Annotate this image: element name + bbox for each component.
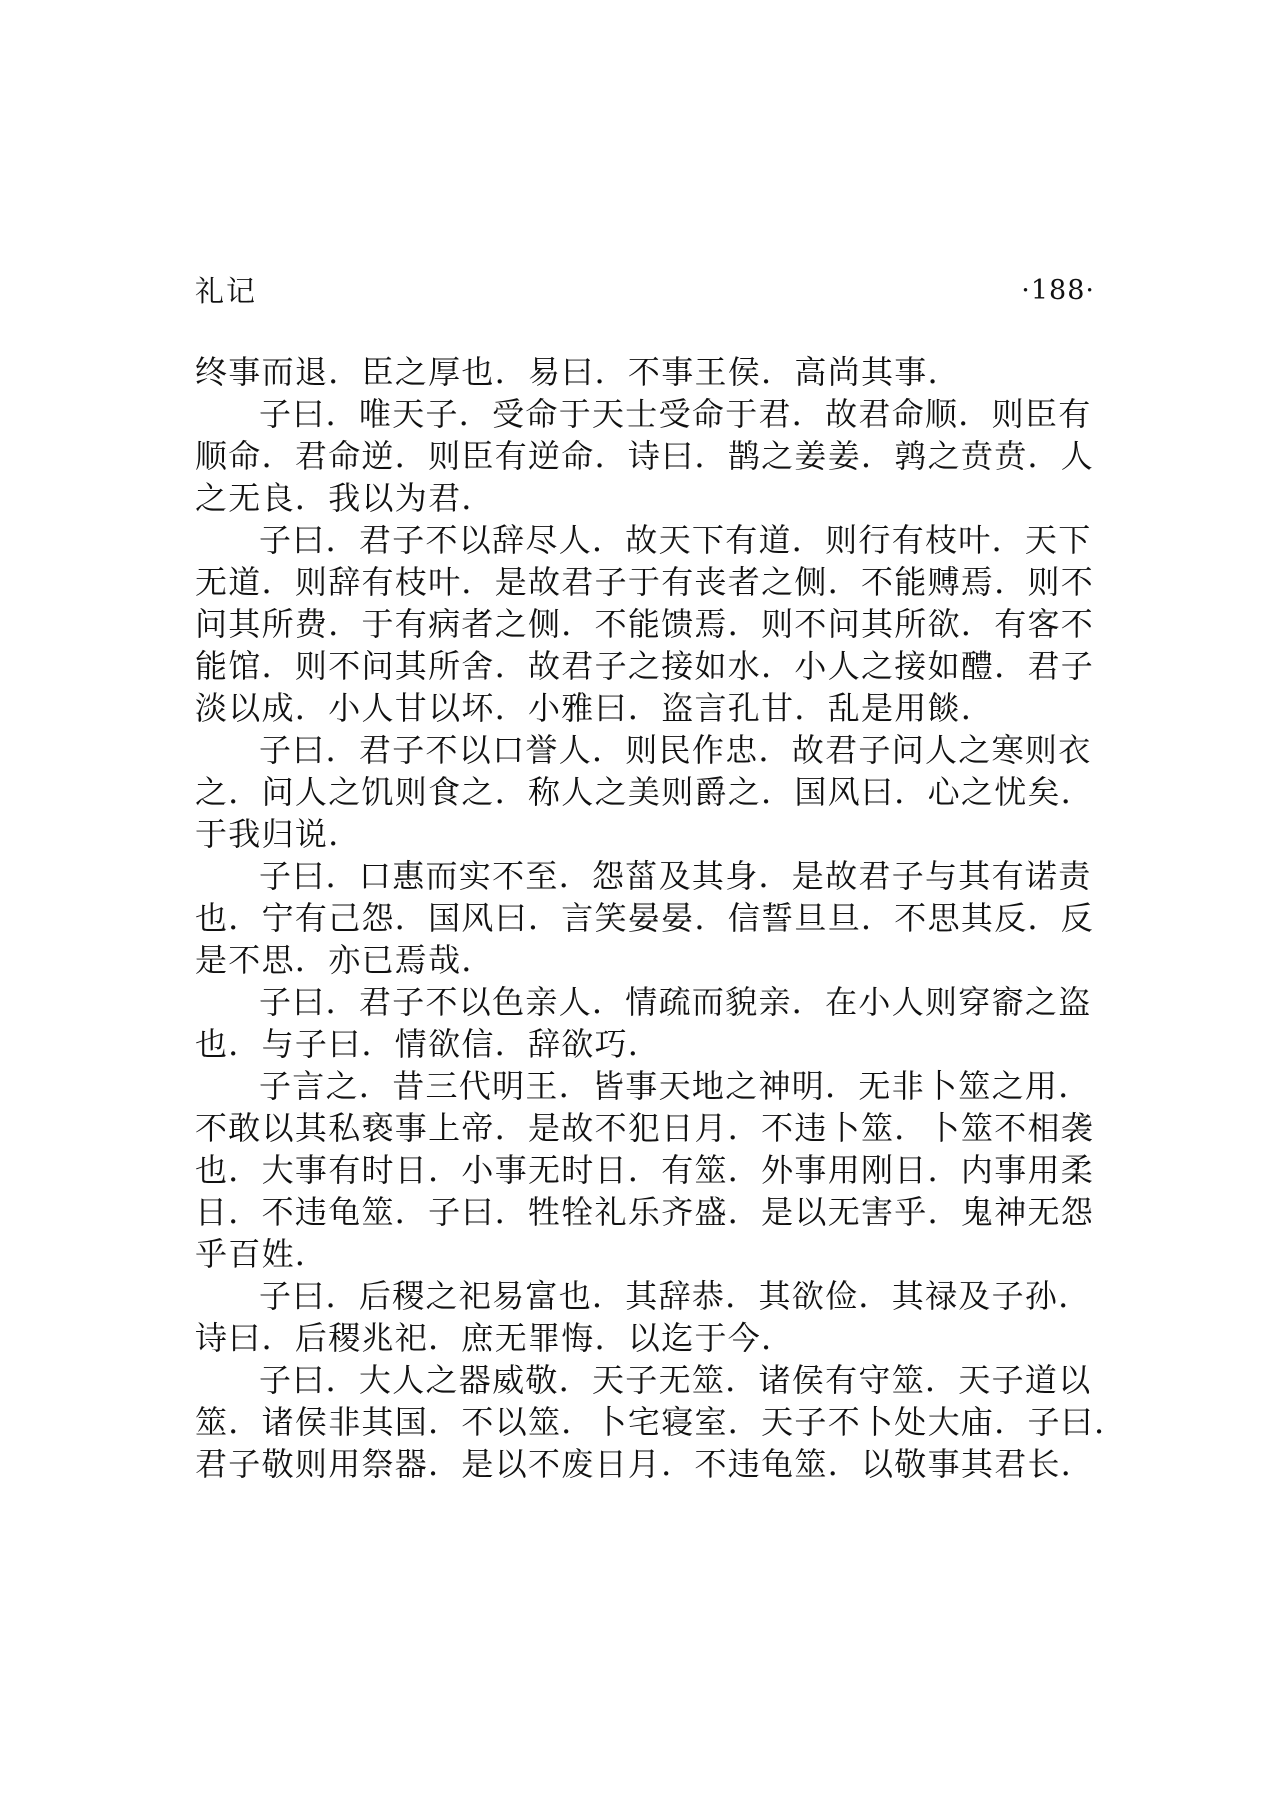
text-line: 日．不违龟筮．子曰．牲牷礼乐齐盛．是以无害乎．鬼神无怨 — [195, 1193, 1095, 1231]
page-number: ·188· — [1021, 275, 1095, 306]
text-line: 子曰．君子不以辞尽人．故天下有道．则行有枝叶．天下 — [259, 521, 1092, 559]
text-line: 也．大事有时日．小事无时日．有筮．外事用刚日．内事用柔 — [195, 1151, 1095, 1189]
text-line: 也．与子曰．情欲信．辞欲巧． — [195, 1025, 662, 1063]
body-text — [195, 351, 1128, 1485]
text-line: 顺命．君命逆．则臣有逆命．诗曰．鹊之姜姜．鹑之贲贲．人 — [195, 437, 1095, 475]
book-title: 礼记 — [195, 274, 258, 308]
text-line: 不敢以其私亵事上帝．是故不犯日月．不违卜筮．卜筮不相袭 — [195, 1109, 1095, 1147]
text-line: 子曰．君子不以色亲人．情疏而貌亲．在小人则穿窬之盗 — [259, 983, 1092, 1021]
text-line: 乎百姓． — [195, 1235, 329, 1273]
text-line: 淡以成．小人甘以坏．小雅曰．盗言孔甘．乱是用餤． — [195, 689, 995, 727]
text-line: 之无良．我以为君． — [195, 479, 495, 517]
text-line: 也．宁有己怨．国风曰．言笑晏晏．信誓旦旦．不思其反．反 — [195, 899, 1095, 937]
text-line: 子曰．大人之器威敬．天子无筮．诸侯有守筮．天子道以 — [259, 1361, 1092, 1399]
text-line: 筮．诸侯非其国．不以筮．卜宅寝室．天子不卜处大庙．子曰． — [195, 1403, 1128, 1441]
text-line: 能馆．则不问其所舍．故君子之接如水．小人之接如醴．君子 — [195, 647, 1095, 685]
text-line: 子曰．后稷之祀易富也．其辞恭．其欲俭．其禄及子孙． — [259, 1277, 1092, 1315]
text-line: 之．问人之饥则食之．称人之美则爵之．国风曰．心之忧矣． — [195, 773, 1095, 811]
page-header — [195, 268, 1095, 314]
text-line: 子曰．口惠而实不至．怨菑及其身．是故君子与其有诺责 — [259, 857, 1092, 895]
text-line: 是不思．亦已焉哉． — [195, 941, 495, 979]
text-line: 子言之．昔三代明王．皆事天地之神明．无非卜筮之用． — [259, 1067, 1092, 1105]
text-line: 问其所费．于有病者之侧．不能馈焉．则不问其所欲．有客不 — [195, 605, 1095, 643]
text-line: 终事而退．臣之厚也．易曰．不事王侯．高尚其事． — [195, 353, 961, 391]
text-line: 子曰．君子不以口誉人．则民作忠．故君子问人之寒则衣 — [259, 731, 1092, 769]
text-line: 诗曰．后稷兆祀．庶无罪悔．以迄于今． — [195, 1319, 795, 1357]
text-line: 子曰．唯天子．受命于天士受命于君．故君命顺．则臣有 — [259, 395, 1092, 433]
text-line: 君子敬则用祭器．是以不废日月．不违龟筮．以敬事其君长． — [195, 1445, 1095, 1483]
text-line: 于我归说． — [195, 815, 362, 853]
text-line: 无道．则辞有枝叶．是故君子于有丧者之侧．不能赙焉．则不 — [195, 563, 1095, 601]
